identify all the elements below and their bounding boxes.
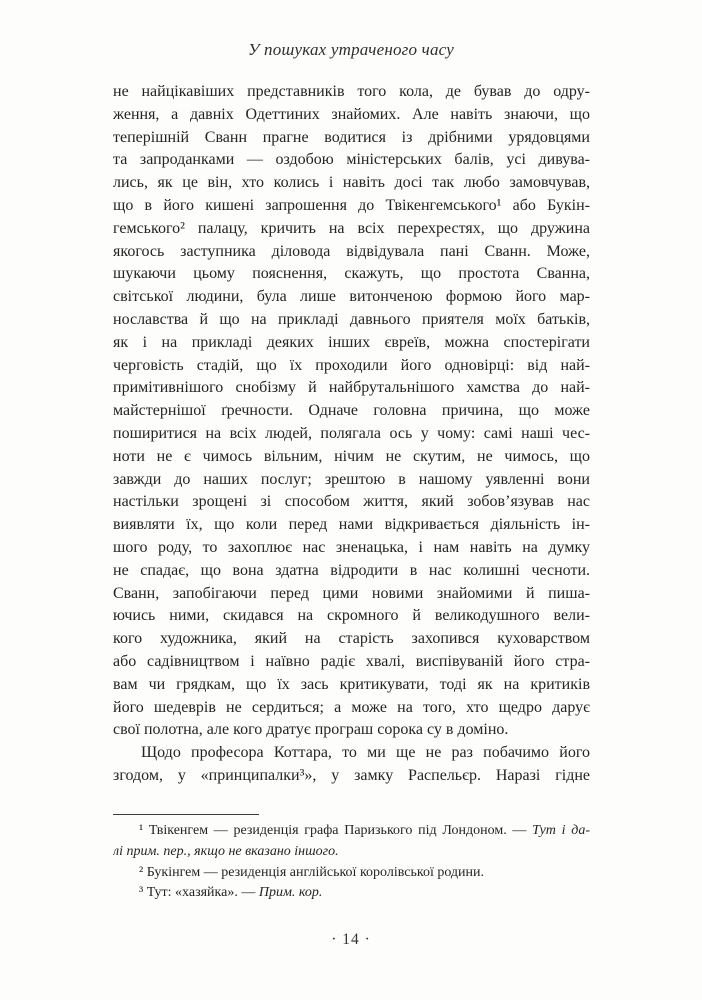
footnote-1-line-1 <box>113 821 590 842</box>
text-line: шукаючи цьому пояснення, скажуть, що простота Сванна, <box>113 265 590 283</box>
page-number: · 14 · <box>331 931 371 948</box>
footnotes-block <box>113 821 590 904</box>
text-line: не найцікавіших представників того кола, де бував до одру- <box>113 83 590 100</box>
text-line: теперішній Сванн прагне водитися із дрібними урядовцями <box>113 128 590 146</box>
text-line: майстернішої ґречности. Одначе головна причина, що може <box>113 402 590 420</box>
text-line: згодом, у «принципалки³», у замку Распельєр. Наразі гідне <box>113 766 590 784</box>
footnote-3-text: ³ Тут: «хазяйка». — <box>139 885 259 901</box>
text-line: ноти не є чимось вільним, нічим не скутим, не чимось, що <box>113 447 590 465</box>
running-header: У пошуках утраченого часу <box>247 40 455 59</box>
text-line: поширитися на всіх людей, полягала ось у чому: самі наші чес- <box>113 424 590 442</box>
text-line: або садівництвом і наївно радіє хвалі, виспівуваній його стра- <box>113 652 590 670</box>
text-line: ючись ними, скидався на скромного й великодушного вели- <box>113 607 590 625</box>
text-line: та запроданками — оздобою міністерських балів, усі дивува- <box>113 151 590 169</box>
text-line: примітивнішого снобізму й найбрутальнішого хамства до най- <box>113 379 590 397</box>
footnote-1-line-2 <box>113 842 590 863</box>
text-line: свої полотна, але кого дратує програш сорока су в доміно. <box>113 721 509 739</box>
body-text-block <box>113 81 590 788</box>
text-line: якогось заступника діловода відвідувала пані Сванн. Може, <box>113 242 590 260</box>
text-line: його шедеврів не сердиться; а може на того, хто щедро дарує <box>113 698 590 716</box>
text-line: як і на прикладі деяких інших євреїв, можна спостерігати <box>113 333 590 351</box>
text-line: виявляти їх, що коли перед нами відкривається діяльність ін- <box>113 516 590 534</box>
text-line: лись, як це він, хто колись і навіть досі так любо замовчував, <box>113 174 590 192</box>
text-line: Щодо професора Коттара, то ми ще не раз побачимо його <box>141 744 590 762</box>
text-line: світської людини, була лише витонченою формою його мар- <box>113 288 590 306</box>
footnote-1-note-italic: Тут і да- <box>532 823 590 838</box>
footnote-separator <box>113 814 259 815</box>
text-line: що в його кишені запрошення до Твікенгемського¹ або Букін- <box>113 196 590 214</box>
text-line: завжди до наших послуг; зрештою в нашому уявленні вони <box>113 470 590 488</box>
footnote-1-note-italic-cont: лі прим. пер., якщо не вказано іншого. <box>113 843 339 859</box>
text-line: не спадає, що вона здатна відродити в нас колишні чесноти. <box>113 561 590 579</box>
text-line: ження, а давніх Одеттиних знайомих. Але навіть знаючи, що <box>113 105 590 123</box>
text-line: шого роду, то захоплює нас зненацька, і нам навіть на думку <box>113 538 590 556</box>
footnote-2 <box>113 863 590 884</box>
text-line: кого художника, який на старість захопився куховарством <box>113 630 590 648</box>
text-line: настільки зрощені зі способом життя, який зобов’язував нас <box>113 493 590 511</box>
footnote-3 <box>113 883 590 904</box>
text-line: черговість стадій, що їх проходили його одновірці: від най- <box>113 356 590 374</box>
footnote-2-text: ² Букінгем — резиденція англійської королівської родини. <box>139 864 485 880</box>
text-line: нославства й що на прикладі давнього приятеля моїх батьків, <box>113 310 590 328</box>
text-line: гемського² палацу, кричить на всіх перехрестях, що дружина <box>113 219 590 237</box>
text-line: Сванн, запобігаючи перед цими новими знайомими й пиша- <box>113 584 590 602</box>
footnote-1-text: ¹ Твікенгем — резиденція графа Паризького під Лондоном. — <box>139 823 533 838</box>
text-line: вам чи грядкам, що їх зась критикувати, тоді як на критиків <box>113 675 590 693</box>
footnote-3-note-italic: Прим. кор. <box>258 885 323 901</box>
